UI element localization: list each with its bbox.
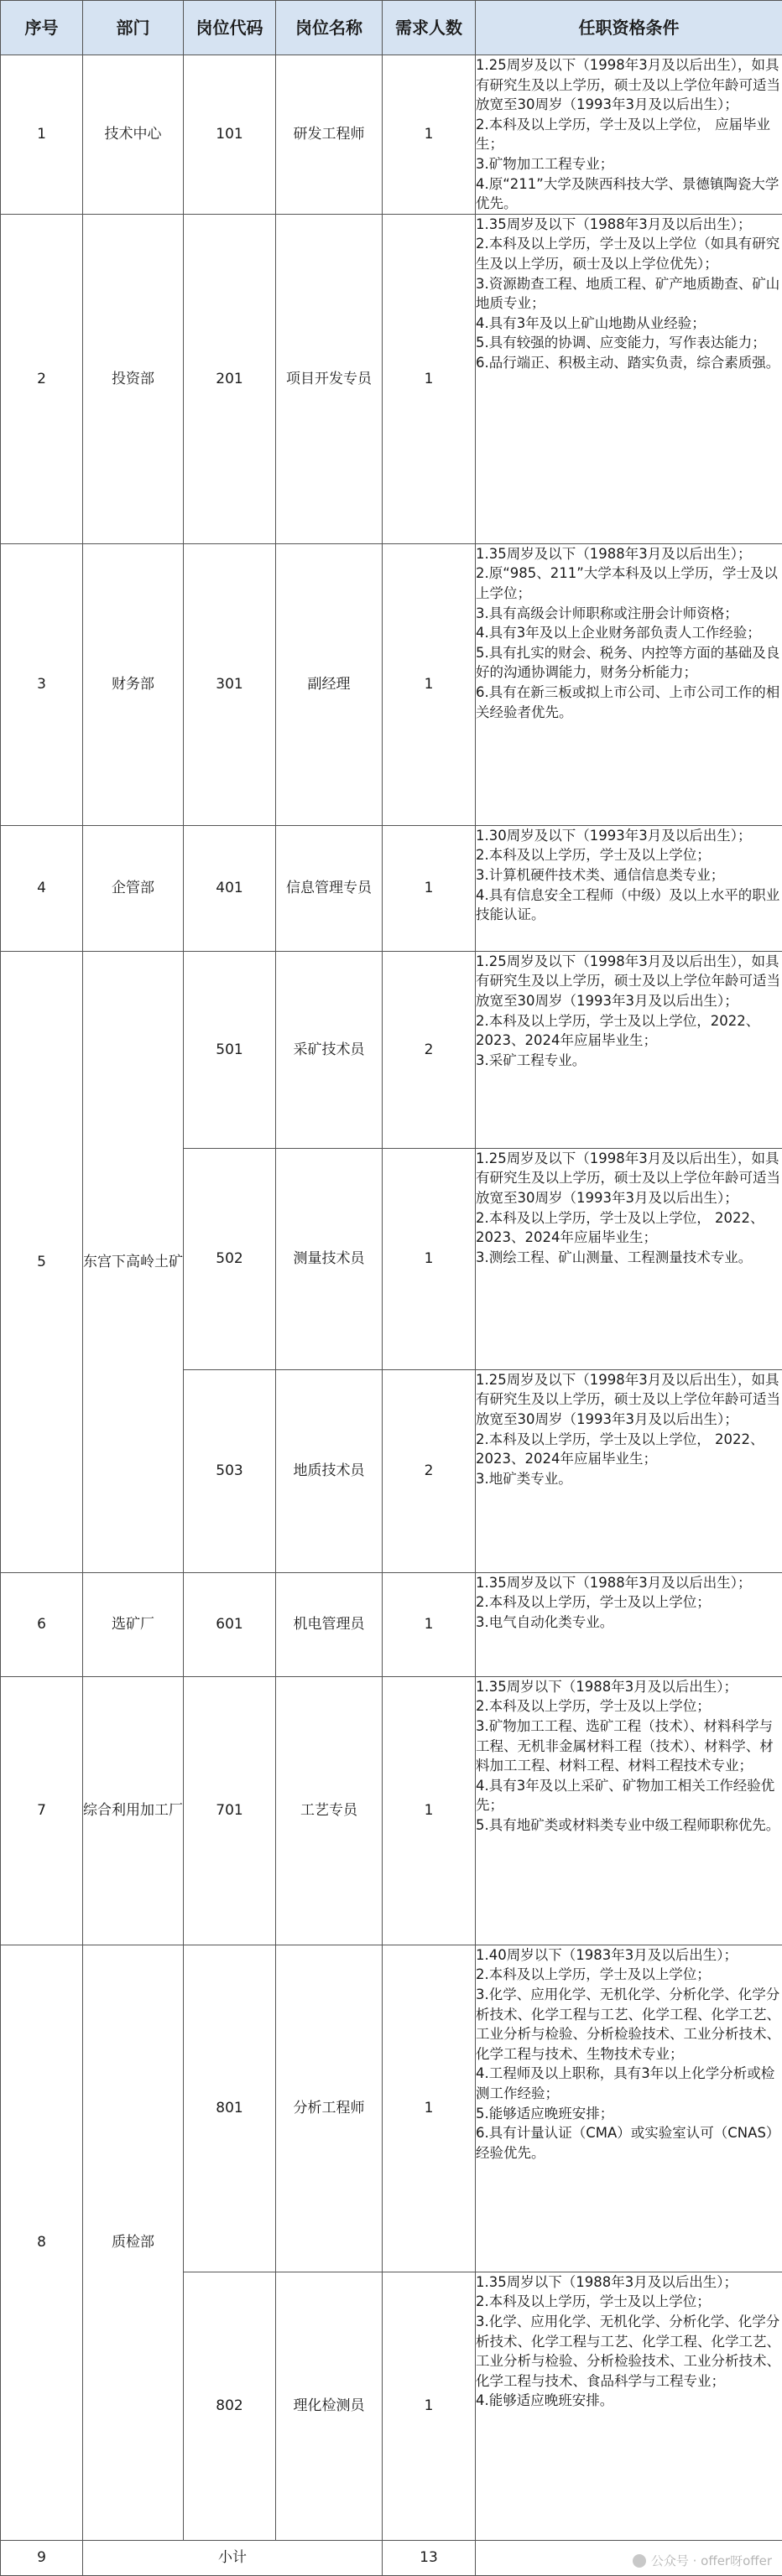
requirement-item: 3.计算机硬件技术类、通信信息类专业；: [476, 865, 782, 886]
requirement-item: 4.具有3年及以上企业财务部负责人工作经验；: [476, 623, 782, 643]
title-cell: 分析工程师: [276, 1945, 383, 2272]
header-dept: 部门: [83, 1, 184, 55]
dept-cell: 技术中心: [83, 55, 184, 215]
requirements-cell: [476, 1148, 782, 1369]
count-cell: 1: [383, 825, 476, 951]
watermark: [633, 2551, 772, 2571]
table-row: [1, 1572, 782, 1676]
requirement-item: 3.电气自动化类专业。: [476, 1613, 782, 1633]
count-cell: 1: [383, 214, 476, 543]
requirement-item: 1.35周岁以下（1988年3月及以后出生）；: [476, 2272, 782, 2293]
seq-cell: 7: [1, 1676, 83, 1945]
count-cell: 1: [383, 543, 476, 825]
requirements-cell: [476, 1676, 782, 1945]
dept-cell: 东宫下高岭土矿: [83, 951, 184, 1572]
watermark-text: 公众号 · offer呀offer: [651, 2553, 772, 2568]
requirement-item: 3.地矿类专业。: [476, 1469, 782, 1489]
title-cell: 测量技术员: [276, 1148, 383, 1369]
requirement-item: 4.具有3年及以上采矿、矿物加工相关工作经验优先；: [476, 1776, 782, 1815]
dept-cell: 财务部: [83, 543, 184, 825]
dept-cell: 质检部: [83, 1945, 184, 2540]
requirement-item: 3.资源勘查工程、地质工程、矿产地质勘查、矿山地质专业；: [476, 274, 782, 314]
table-row: [1, 55, 782, 215]
requirement-item: 5.具有扎实的财会、税务、内控等方面的基础及良好的沟通协调能力，财务分析能力；: [476, 643, 782, 683]
code-cell: 802: [184, 2272, 276, 2540]
requirement-item: 4.能够适应晚班安排。: [476, 2391, 782, 2411]
requirement-item: 2.本科及以上学历，学士及以上学位，2022、2023、2024年应届毕业生；: [476, 1011, 782, 1051]
title-cell: 研发工程师: [276, 55, 383, 215]
count-cell: 1: [383, 1945, 476, 2272]
code-cell: 701: [184, 1676, 276, 1945]
table-row: [1, 1945, 782, 2272]
count-cell: 1: [383, 1148, 476, 1369]
requirement-item: 2.本科及以上学历，学士及以上学位， 2022、2023、2024年应届毕业生；: [476, 1208, 782, 1248]
requirement-item: 3.矿物加工工程、选矿工程（技术）、材料科学与工程、无机非金属材料工程（技术）、材料学、材料加工工程、材料工程、材料工程技术专业；: [476, 1716, 782, 1776]
footer-empty-cell: [476, 2540, 782, 2575]
requirements-cell: [476, 825, 782, 951]
requirement-item: 1.25周岁及以下（1998年3月及以后出生），如具有研究生及以上学历，硕士及以上学位年龄可适当放宽至30周岁（1993年3月及以后出生）；: [476, 1370, 782, 1430]
title-cell: 采矿技术员: [276, 951, 383, 1148]
title-cell: 机电管理员: [276, 1572, 383, 1676]
count-cell: 2: [383, 951, 476, 1148]
table-row: [1, 543, 782, 825]
count-cell: 1: [383, 2272, 476, 2540]
requirement-item: 5.具有地矿类或材料类专业中级工程师职称优先。: [476, 1815, 782, 1836]
requirement-item: 5.能够适应晚班安排；: [476, 2104, 782, 2124]
requirement-item: 3.采矿工程专业。: [476, 1051, 782, 1071]
requirement-item: 2.本科及以上学历，学士及以上学位；: [476, 1965, 782, 1985]
title-cell: 地质技术员: [276, 1369, 383, 1572]
requirement-item: 2.本科及以上学历，学士及以上学位， 应届毕业生；: [476, 115, 782, 154]
requirement-item: 3.具有高级会计师职称或注册会计师资格；: [476, 604, 782, 624]
header-count: 需求人数: [383, 1, 476, 55]
requirement-item: 4.具有信息安全工程师（中级）及以上水平的职业技能认证。: [476, 886, 782, 925]
requirement-item: 4.具有3年及以上矿山地勘从业经验；: [476, 314, 782, 334]
title-cell: 副经理: [276, 543, 383, 825]
requirement-item: 1.40周岁以下（1983年3月及以后出生）；: [476, 1945, 782, 1966]
requirements-cell: [476, 543, 782, 825]
table-row: [1, 214, 782, 543]
requirements-cell: [476, 2272, 782, 2540]
table-row: [1, 951, 782, 1148]
requirement-item: 2.本科及以上学历，学士及以上学位；: [476, 845, 782, 865]
header-requirements: 任职资格条件: [476, 1, 782, 55]
requirement-item: 2.本科及以上学历，学士及以上学位；: [476, 2292, 782, 2312]
code-cell: 401: [184, 825, 276, 951]
code-cell: 201: [184, 214, 276, 543]
code-cell: 801: [184, 1945, 276, 2272]
requirement-item: 1.35周岁及以下（1988年3月及以后出生）；: [476, 1573, 782, 1593]
requirements-cell: [476, 1945, 782, 2272]
seq-cell: 6: [1, 1572, 83, 1676]
requirement-item: 2.本科及以上学历，学士及以上学位（如具有研究生及以上学历，硕士及以上学位优先）；: [476, 234, 782, 273]
code-cell: 501: [184, 951, 276, 1148]
requirements-cell: [476, 1369, 782, 1572]
title-cell: 项目开发专员: [276, 214, 383, 543]
requirement-item: 4.工程师及以上职称，具有3年以上化学分析或检测工作经验；: [476, 2064, 782, 2103]
title-cell: 工艺专员: [276, 1676, 383, 1945]
seq-cell: 5: [1, 951, 83, 1572]
requirement-item: 1.25周岁及以下（1998年3月及以后出生），如具有研究生及以上学历，硕士及以上学位年龄可适当放宽至30周岁（1993年3月及以后出生）；: [476, 952, 782, 1011]
seq-cell: 2: [1, 214, 83, 543]
requirement-item: 6.具有在新三板或拟上市公司、上市公司工作的相关经验者优先。: [476, 683, 782, 722]
requirement-item: 2.原“985、211”大学本科及以上学历，学士及以上学位；: [476, 564, 782, 603]
requirements-cell: [476, 55, 782, 215]
header-seq: 序号: [1, 1, 83, 55]
seq-cell: 8: [1, 1945, 83, 2540]
requirement-item: 5.具有较强的协调、应变能力，写作表达能力；: [476, 333, 782, 353]
code-cell: 101: [184, 55, 276, 215]
requirement-item: 3.矿物加工工程专业；: [476, 154, 782, 174]
table-row: [1, 825, 782, 951]
requirement-item: 1.35周岁以下（1988年3月及以后出生）；: [476, 1677, 782, 1697]
requirement-item: 6.品行端正、积极主动、踏实负责，综合素质强。: [476, 353, 782, 373]
subtotal-label: 小计: [83, 2540, 383, 2575]
subtotal-row: [1, 2540, 782, 2575]
count-cell: 2: [383, 1369, 476, 1572]
seq-cell: 3: [1, 543, 83, 825]
seq-cell: 1: [1, 55, 83, 215]
requirements-cell: [476, 951, 782, 1148]
code-cell: 601: [184, 1572, 276, 1676]
requirement-item: 2.本科及以上学历，学士及以上学位， 2022、2023、2024年应届毕业生；: [476, 1430, 782, 1469]
requirements-cell: [476, 1572, 782, 1676]
requirement-item: 3.化学、应用化学、无机化学、分析化学、化学分析技术、化学工程与工艺、化学工程、化学工艺、工业分析与检验、分析检验技术、工业分析技术、化学工程与技术、食品科学与工程专业；: [476, 2312, 782, 2391]
header-code: 岗位代码: [184, 1, 276, 55]
seq-cell: 9: [1, 2540, 83, 2575]
title-cell: 理化检测员: [276, 2272, 383, 2540]
dept-cell: 投资部: [83, 214, 184, 543]
header-title: 岗位名称: [276, 1, 383, 55]
requirement-item: 3.测绘工程、矿山测量、工程测量技术专业。: [476, 1248, 782, 1268]
wechat-icon: [633, 2554, 646, 2568]
requirement-item: 4.原“211”大学及陕西科技大学、景德镇陶瓷大学优先。: [476, 174, 782, 214]
requirement-item: 2.本科及以上学历，学士及以上学位；: [476, 1592, 782, 1613]
subtotal-count: 13: [383, 2540, 476, 2575]
header-row: [1, 1, 782, 55]
dept-cell: 综合利用加工厂: [83, 1676, 184, 1945]
code-cell: 503: [184, 1369, 276, 1572]
seq-cell: 4: [1, 825, 83, 951]
dept-cell: 企管部: [83, 825, 184, 951]
requirement-item: 3.化学、应用化学、无机化学、分析化学、化学分析技术、化学工程与工艺、化学工程、化学工艺、工业分析与检验、分析检验技术、工业分析技术、化学工程与技术、生物技术专业；: [476, 1985, 782, 2064]
dept-cell: 选矿厂: [83, 1572, 184, 1676]
requirement-item: 1.30周岁及以下（1993年3月及以后出生）；: [476, 826, 782, 846]
code-cell: 301: [184, 543, 276, 825]
requirement-item: 1.25周岁及以下（1998年3月及以后出生），如具有研究生及以上学历，硕士及以上学位年龄可适当放宽至30周岁（1993年3月及以后出生）；: [476, 55, 782, 115]
code-cell: 502: [184, 1148, 276, 1369]
count-cell: 1: [383, 1676, 476, 1945]
count-cell: 1: [383, 55, 476, 215]
requirement-item: 2.本科及以上学历，学士及以上学位；: [476, 1696, 782, 1716]
title-cell: 信息管理专员: [276, 825, 383, 951]
requirements-cell: [476, 214, 782, 543]
requirement-item: 6.具有计量认证（CMA）或实验室认可（CNAS）经验优先。: [476, 2123, 782, 2163]
requirement-item: 1.35周岁及以下（1988年3月及以后出生）；: [476, 544, 782, 564]
requirement-item: 1.35周岁及以下（1988年3月及以后出生）；: [476, 215, 782, 235]
requirement-item: 1.25周岁及以下（1998年3月及以后出生），如具有研究生及以上学历，硕士及以上学位年龄可适当放宽至30周岁（1993年3月及以后出生）；: [476, 1149, 782, 1208]
count-cell: 1: [383, 1572, 476, 1676]
table-row: [1, 1676, 782, 1945]
